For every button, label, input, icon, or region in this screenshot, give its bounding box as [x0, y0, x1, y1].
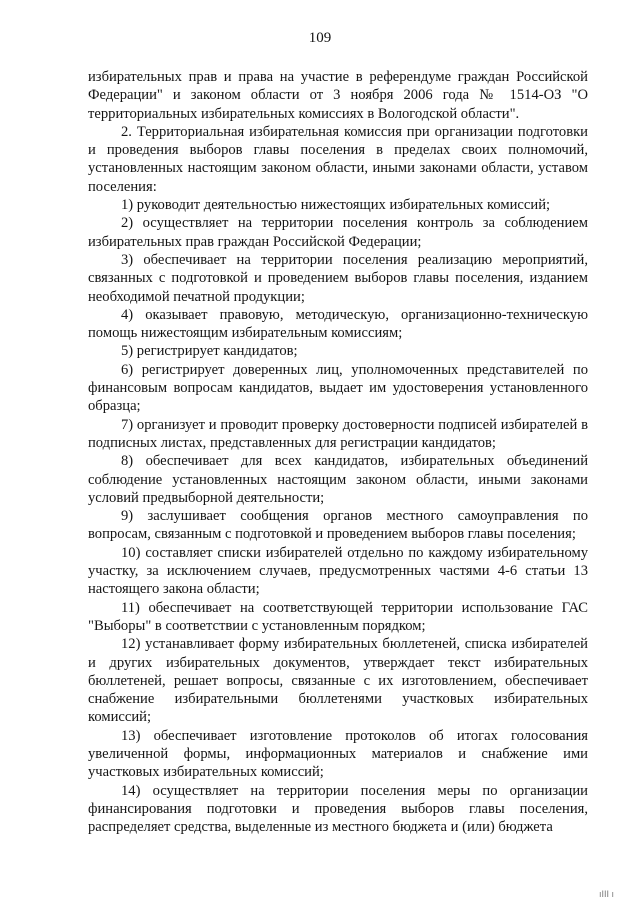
list-item-14: 14) осуществляет на территории поселения меры по организации финансирования подготовки и проведения выборов главы поселения, распределяет средства, выделенные из местного бюджета и (или) бюджета: [88, 782, 588, 836]
paragraph-continuation: избирательных прав и права на участие в референдуме граждан Российской Федерации" и законом области от 3 ноября 2006 года № 1514-ОЗ "О территориальных избирательных комиссиях в Вологодской области".: [88, 69, 588, 122]
list-item-6: 6) регистрирует доверенных лиц, уполномоченных представителей по финансовым вопросам кандидатов, выдает им удостоверения установленного образца;: [88, 361, 588, 415]
document-body: [88, 68, 588, 836]
paragraph-section-2: 2. Территориальная избирательная комиссия при организации подготовки и проведения выборов главы поселения в пределах своих полномочий, установленных настоящим законом области, иными законами области, уставом поселения:: [88, 123, 588, 195]
list-item-13: 13) обеспечивает изготовление протоколов об итогах голосования увеличенной формы, информационных материалов и снабжение ими участковых избирательных комиссий;: [88, 727, 588, 781]
list-item-8: 8) обеспечивает для всех кандидатов, избирательных объединений соблюдение установленных настоящим законом области, иными законами условий предвыборной деятельности;: [88, 453, 588, 506]
list-item-12: 12) устанавливает форму избирательных бюллетеней, списка избирателей и других избирательных документов, утверждает текст избирательных бюллетеней, решает вопросы, связанные с их изготовлением, обеспечивает снабжение избирательными бюллетенями участковых избирательных комиссий;: [88, 636, 588, 726]
list-item-7: 7) организует и проводит проверку достоверности подписей избирателей в подписных листах, представленных для регистрации кандидатов;: [88, 416, 588, 451]
page-number: 109: [308, 30, 332, 46]
list-item-10: 10) составляет списки избирателей отдельно по каждому избирательному участку, за исключением случаев, предусмотренных частями 4-6 статьи 13 настоящего закона области;: [88, 544, 588, 598]
list-item-11: 11) обеспечивает на соответствующей территории использование ГАС "Выборы" в соответствии с установленным порядком;: [88, 599, 588, 634]
list-item-5: 5) регистрирует кандидатов;: [121, 343, 298, 360]
list-item-9: 9) заслушивает сообщения органов местного самоуправления по вопросам, связанным с подготовкой и проведением выборов главы поселения;: [88, 508, 588, 543]
list-item-1: 1) руководит деятельностью нижестоящих избирательных комиссий;: [121, 197, 551, 214]
footer-mark: ıIII ı: [598, 889, 614, 899]
list-item-4: 4) оказывает правовую, методическую, организационно-техническую помощь нижестоящим избирательным комиссиям;: [88, 306, 588, 342]
list-item-2: 2) осуществляет на территории поселения контроль за соблюдением избирательных прав граждан Российской Федерации;: [88, 215, 588, 250]
list-item-3: 3) обеспечивает на территории поселения реализацию мероприятий, связанных с подготовкой и проведением выборов главы поселения, изданием необходимой печатной продукции;: [88, 251, 588, 305]
